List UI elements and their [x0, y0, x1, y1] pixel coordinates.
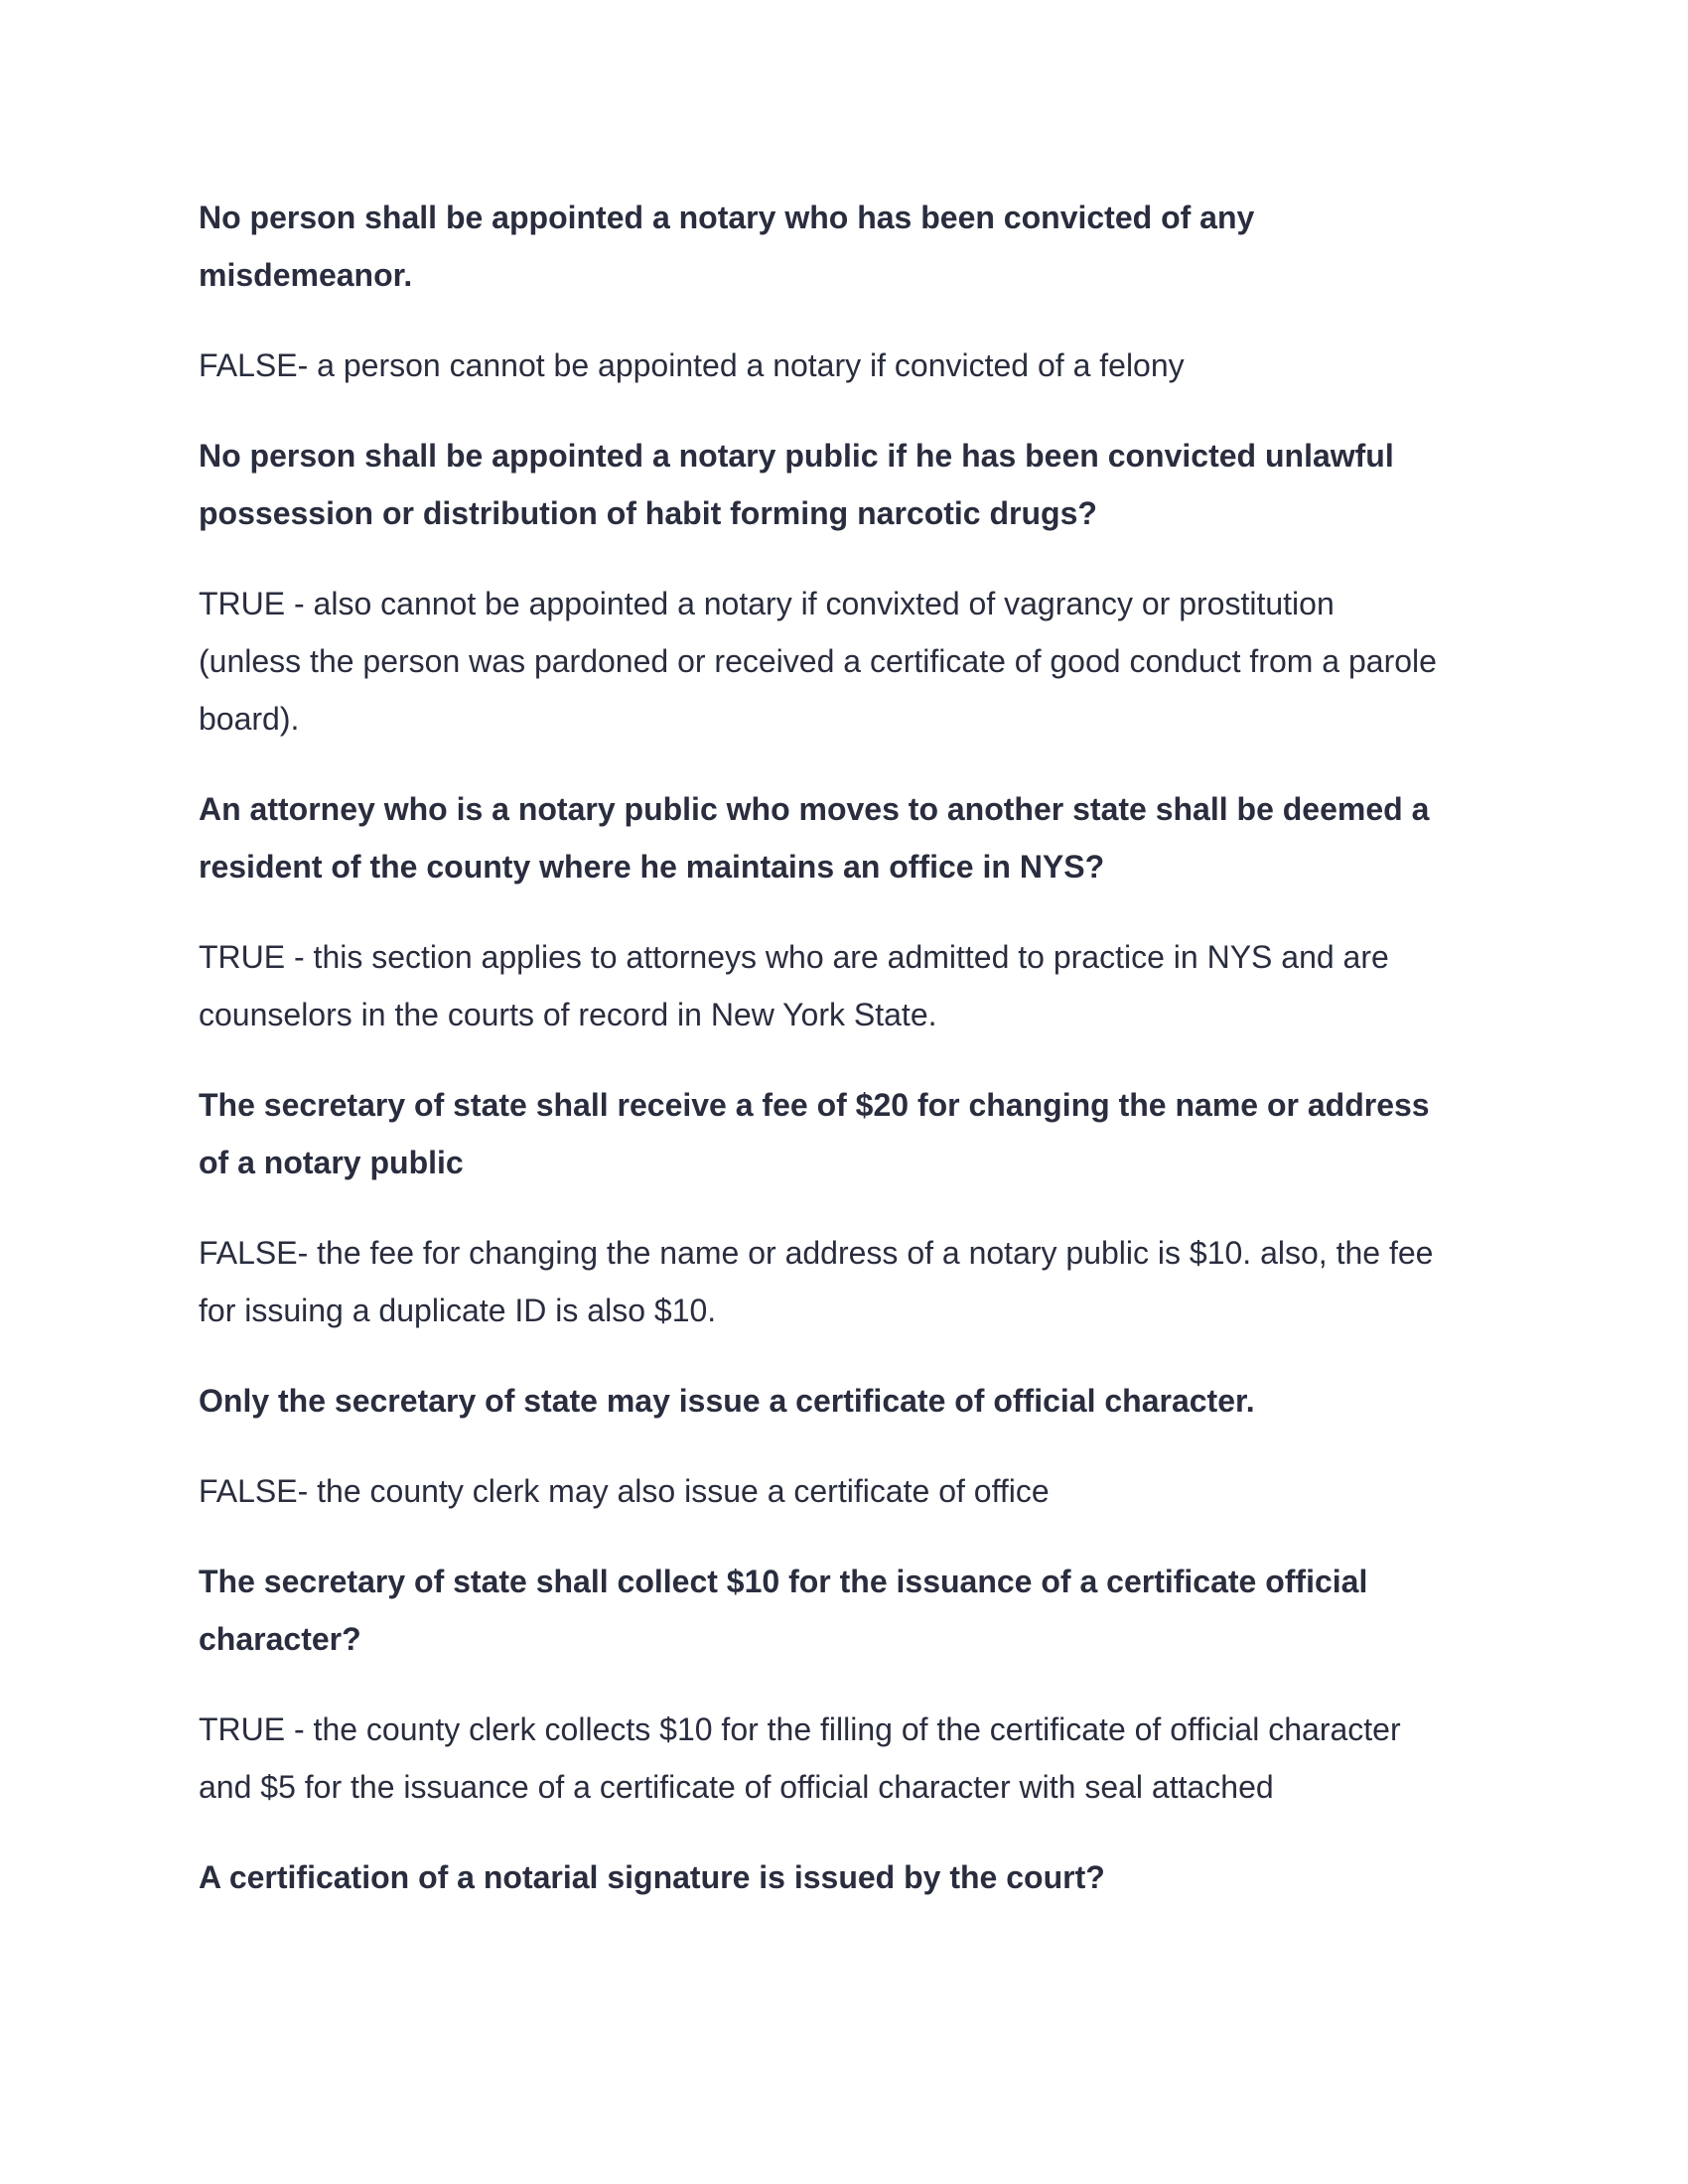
text-line: (unless the person was pardoned or received a certificate of good conduct from a parole	[199, 643, 1437, 679]
text-line: A certification of a notarial signature is issued by the court?	[199, 1859, 1105, 1895]
text-line: An attorney who is a notary public who moves to another state shall be deemed a	[199, 791, 1430, 827]
text-line: The secretary of state shall receive a fee of $20 for changing the name or address	[199, 1087, 1430, 1123]
text-line: No person shall be appointed a notary public if he has been convicted unlawful	[199, 438, 1394, 474]
answer-paragraph	[199, 928, 1509, 1043]
question-paragraph	[199, 1553, 1509, 1668]
text-line: board).	[199, 701, 300, 737]
question-paragraph	[199, 1076, 1509, 1191]
text-line: FALSE- a person cannot be appointed a notary if convicted of a felony	[199, 347, 1185, 383]
question-paragraph	[199, 1848, 1509, 1906]
text-line: Only the secretary of state may issue a certificate of official character.	[199, 1383, 1255, 1419]
answer-paragraph	[199, 337, 1509, 394]
answer-paragraph	[199, 1224, 1509, 1339]
text-line: possession or distribution of habit forming narcotic drugs?	[199, 495, 1097, 531]
text-line: FALSE- the county clerk may also issue a certificate of office	[199, 1473, 1050, 1509]
answer-paragraph	[199, 1701, 1509, 1816]
answer-paragraph	[199, 1462, 1509, 1520]
question-paragraph	[199, 427, 1509, 542]
text-line: FALSE- the fee for changing the name or address of a notary public is $10. also, the fee	[199, 1235, 1434, 1271]
question-paragraph	[199, 1372, 1509, 1430]
document-page	[199, 189, 1509, 1939]
text-line: and $5 for the issuance of a certificate of official character with seal attached	[199, 1769, 1274, 1805]
text-line: resident of the county where he maintains an office in NYS?	[199, 849, 1105, 885]
text-line: misdemeanor.	[199, 257, 413, 293]
question-paragraph	[199, 189, 1509, 304]
text-line: for issuing a duplicate ID is also $10.	[199, 1293, 717, 1328]
answer-paragraph	[199, 575, 1509, 748]
text-line: TRUE - this section applies to attorneys who are admitted to practice in NYS and are	[199, 939, 1389, 975]
text-line: The secretary of state shall collect $10 for the issuance of a certificate official	[199, 1564, 1368, 1599]
text-line: No person shall be appointed a notary who has been convicted of any	[199, 200, 1255, 235]
text-line: counselors in the courts of record in New York State.	[199, 997, 937, 1032]
text-line: character?	[199, 1621, 361, 1657]
text-line: TRUE - the county clerk collects $10 for the filling of the certificate of official character	[199, 1711, 1401, 1747]
text-line: TRUE - also cannot be appointed a notary if convixted of vagrancy or prostitution	[199, 586, 1335, 621]
question-paragraph	[199, 780, 1509, 895]
text-line: of a notary public	[199, 1145, 464, 1180]
